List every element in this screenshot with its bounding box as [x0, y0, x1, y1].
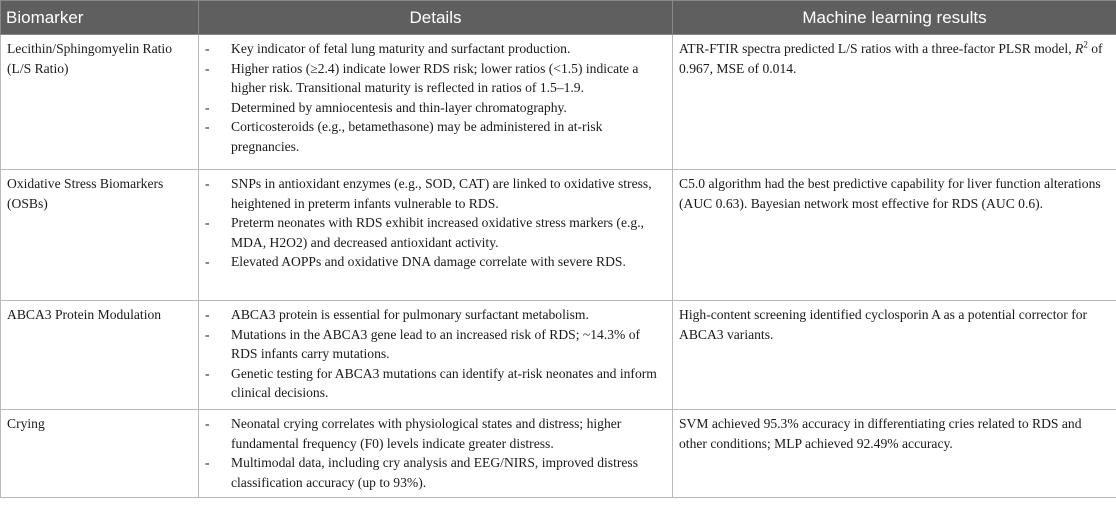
detail-text: SNPs in antioxidant enzymes (e.g., SOD, CAT) are linked to oxidative stress, heightened in preterm infants vulnerable to RDS. [231, 176, 652, 211]
bullet-dash: - [205, 326, 210, 342]
details-list [205, 414, 666, 492]
bullet-dash: - [205, 119, 210, 134]
bullet-dash: - [205, 365, 210, 381]
r-symbol: R [1075, 41, 1084, 56]
detail-text: Mutations in the ABCA3 gene lead to an increased risk of RDS; ~14.3% of RDS infants carry mutations. [231, 326, 641, 361]
detail-text: Neonatal crying correlates with physiological states and distress; higher fundamental frequency (F0) levels indicate greater distress. [231, 416, 622, 451]
detail-item [205, 39, 666, 59]
bullet-dash: - [205, 416, 210, 431]
details-list [205, 174, 666, 272]
ml-results-cell: High-content screening identified cyclosporin A as a potential corrector for ABCA3 variants. [673, 301, 1116, 410]
details-list [205, 39, 666, 156]
details-cell [199, 410, 673, 498]
details-cell [199, 35, 673, 170]
table-row [1, 170, 1116, 301]
detail-text: Elevated AOPPs and oxidative DNA damage correlate with severe RDS. [231, 254, 626, 269]
detail-item [205, 453, 666, 492]
detail-item [205, 414, 666, 453]
r-superscript: 2 [1083, 39, 1088, 50]
header-row [1, 1, 1116, 35]
bullet-dash: - [205, 176, 210, 191]
biomarker-cell: Oxidative Stress Biomarkers (OSBs) [1, 170, 199, 301]
header-biomarker: Biomarker [1, 1, 199, 35]
bullet-dash: - [205, 41, 210, 56]
ml-results-cell [673, 35, 1116, 170]
bullet-dash: - [205, 254, 210, 269]
bullet-dash: - [205, 99, 210, 115]
table-row [1, 35, 1116, 170]
details-cell [199, 301, 673, 410]
details-cell [199, 170, 673, 301]
ml-results-cell: SVM achieved 95.3% accuracy in differentiating cries related to RDS and other conditions; MLP achieved 92.49% accuracy. [673, 410, 1116, 498]
ml-text-after: of 0.967, MSE of 0.014. [679, 41, 1103, 76]
biomarker-cell: Crying [1, 410, 199, 498]
detail-item [205, 364, 666, 403]
detail-item [205, 174, 666, 213]
detail-item [205, 213, 666, 252]
bullet-dash: - [205, 307, 210, 322]
biomarker-cell: Lecithin/Sphingomyelin Ratio (L/S Ratio) [1, 35, 199, 170]
header-ml-results: Machine learning results [673, 1, 1116, 35]
bullet-dash: - [205, 215, 210, 230]
detail-item [205, 252, 666, 272]
detail-text: Higher ratios (≥2.4) indicate lower RDS risk; lower ratios (<1.5) indicate a higher risk. Transitional maturity is reflected in ratios of 1.5–1.9. [231, 60, 639, 95]
detail-item [205, 117, 666, 156]
detail-item [205, 59, 666, 98]
header-details: Details [199, 1, 673, 35]
detail-text: Key indicator of fetal lung maturity and surfactant production. [231, 41, 571, 56]
details-list [205, 305, 666, 403]
detail-text: Multimodal data, including cry analysis and EEG/NIRS, improved distress classification accuracy (up to 93%). [231, 455, 638, 490]
detail-item [205, 305, 666, 325]
detail-text: Determined by amniocentesis and thin-layer chromatography. [231, 99, 567, 115]
detail-text: ABCA3 protein is essential for pulmonary surfactant metabolism. [231, 307, 589, 322]
detail-text: Corticosteroids (e.g., betamethasone) may be administered in at-risk pregnancies. [231, 119, 603, 154]
bullet-dash: - [205, 455, 210, 470]
detail-item [205, 325, 666, 364]
table-row [1, 301, 1116, 410]
detail-item [205, 98, 666, 118]
ml-text-before: ATR-FTIR spectra predicted L/S ratios with a three-factor PLSR model, [679, 41, 1076, 56]
biomarker-cell: ABCA3 Protein Modulation [1, 301, 199, 410]
detail-text: Genetic testing for ABCA3 mutations can identify at-risk neonates and inform clinical decisions. [231, 365, 657, 400]
bullet-dash: - [205, 60, 210, 76]
ml-results-cell: C5.0 algorithm had the best predictive capability for liver function alterations (AUC 0.63). Bayesian network most effective for RDS (AUC 0.6). [673, 170, 1116, 301]
table-row [1, 410, 1116, 498]
detail-text: Preterm neonates with RDS exhibit increased oxidative stress markers (e.g., MDA, H2O2) and decreased antioxidant activity. [231, 215, 644, 250]
